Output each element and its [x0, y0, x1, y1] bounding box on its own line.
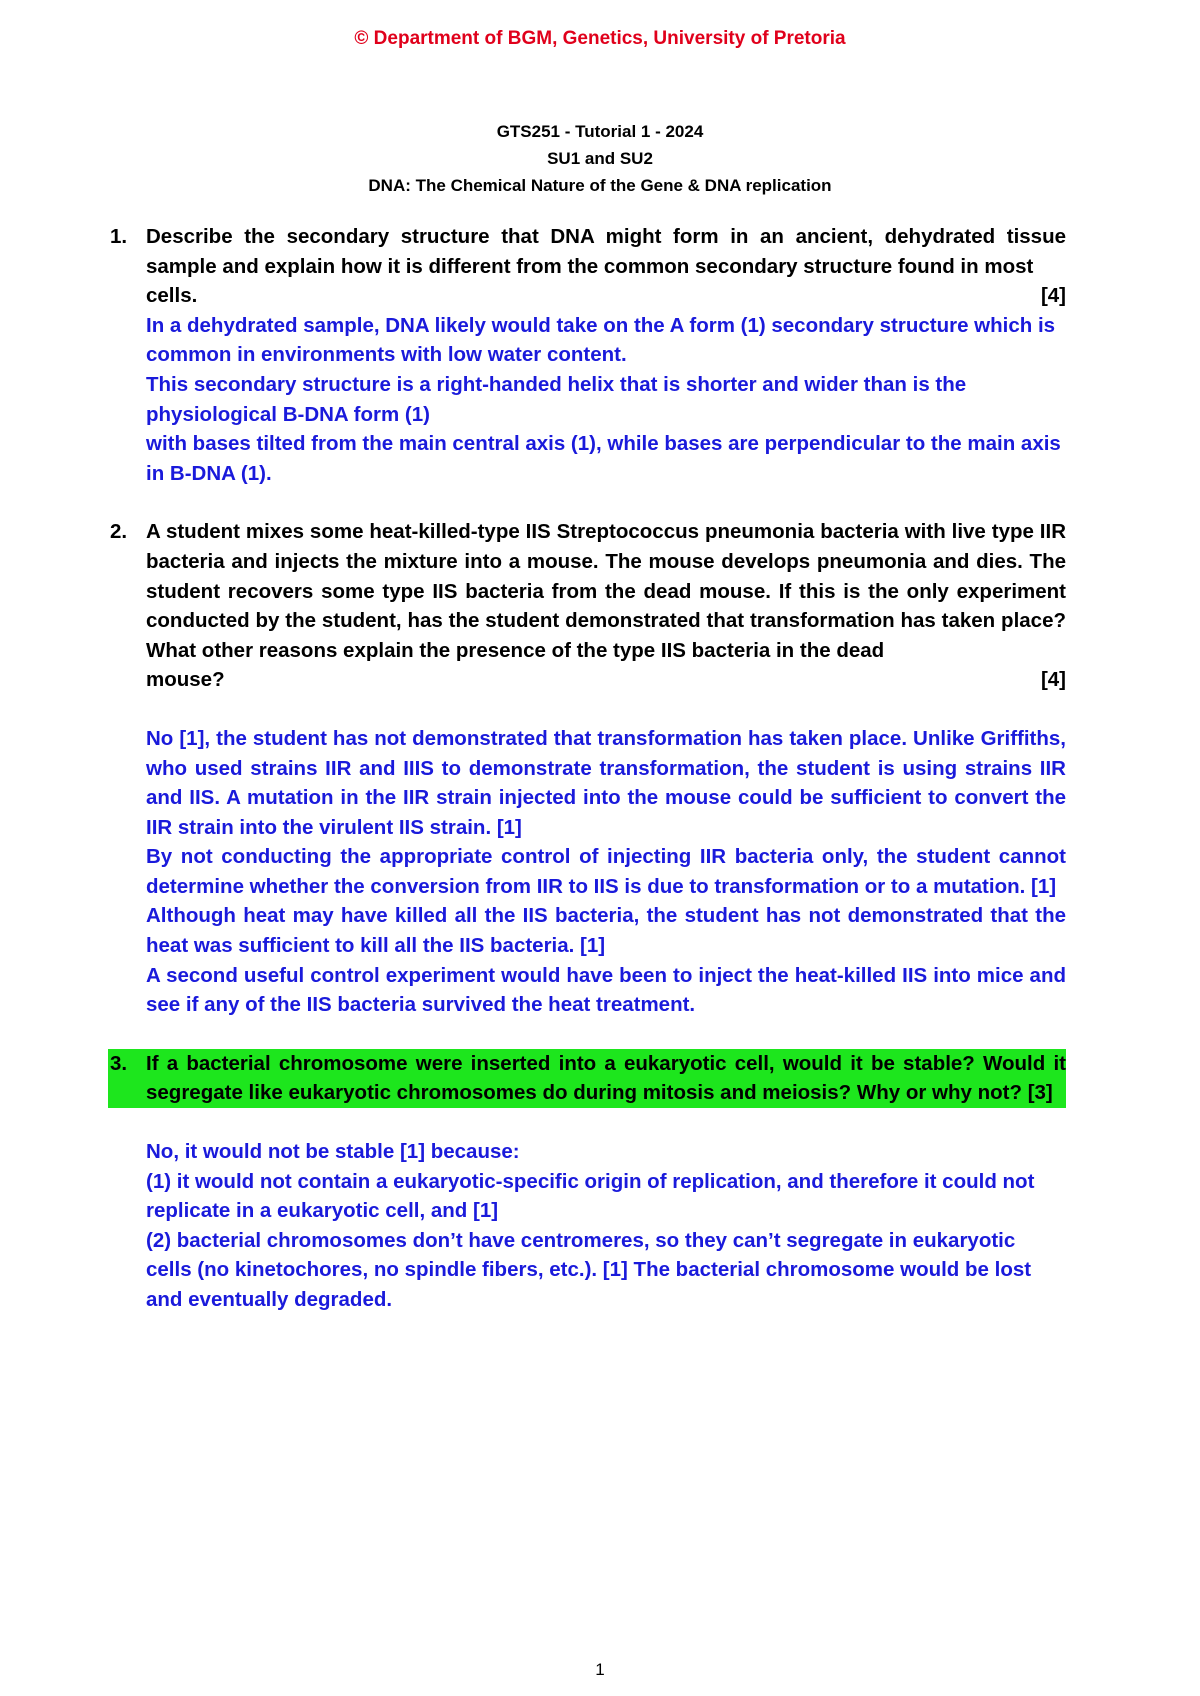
page-number: 1	[595, 1660, 605, 1679]
answer-2-para-3: Although heat may have killed all the IIS bacteria, the student has not demonstrated that the heat was sufficient to kill all the IIS bacteria. [1]	[146, 904, 1066, 958]
answer-2-para-4: A second useful control experiment would have been to inject the heat-killed IIS into mice and see if any of the IIS bacteria survived the heat treatment.	[146, 963, 1066, 1017]
question-2-text-end: mouse?	[146, 668, 225, 692]
question-3-highlighted	[108, 1049, 1066, 1108]
question-2-marks: [4]	[1040, 668, 1066, 692]
question-1-last-line	[146, 281, 1066, 311]
question-2-number: 2.	[110, 520, 128, 544]
answer-3-para-3: (2) bacterial chromosomes don’t have centromeres, so they can’t segregate in eukaryotic cells (no kinetochores, no spindle fibers, etc.). [1] The bacterial chromosome would be lost and eventually degraded.	[146, 1228, 1032, 1311]
answer-3-para-2: (1) it would not contain a eukaryotic-specific origin of replication, and therefore it could not replicate in a eukaryotic cell, and [1]	[146, 1169, 1035, 1223]
answer-1-para-2: This secondary structure is a right-handed helix that is shorter and wider than is the physiological B-DNA form (1)	[146, 372, 967, 426]
question-1-block	[110, 222, 1066, 488]
question-3-text: If a bacterial chromosome were inserted into a eukaryotic cell, would it be stable? Would it segregate like eukaryotic chromosomes do during mitosis and meiosis? Why or why not? [3]	[146, 1051, 1066, 1105]
study-units: SU1 and SU2	[547, 149, 653, 168]
question-1	[110, 222, 1066, 311]
answer-3	[146, 1137, 1066, 1315]
answer-2-para-2: By not conducting the appropriate control of injecting IIR bacteria only, the student cannot determine whether the conversion from IIR to IIS is due to transformation or to a mutation. [1]	[146, 845, 1066, 898]
answer-3-para-1: No, it would not be stable [1] because:	[146, 1140, 520, 1164]
question-3-number: 3.	[110, 1051, 128, 1075]
answer-1	[146, 311, 1066, 489]
question-1-text-end: cells.	[146, 284, 198, 308]
answer-1-para-1: In a dehydrated sample, DNA likely would take on the A form (1) secondary structure which is common in environments with low water content.	[146, 313, 1056, 367]
question-1-marks: [4]	[1040, 284, 1066, 308]
topic-title: DNA: The Chemical Nature of the Gene & DNA replication	[368, 176, 832, 195]
question-2	[110, 517, 1066, 695]
answer-1-para-3: with bases tilted from the main central axis (1), while bases are perpendicular to the main axis in B-DNA (1).	[146, 432, 1061, 485]
answer-2	[146, 724, 1066, 1020]
question-1-text: Describe the secondary structure that DNA might form in an ancient, dehydrated tissue sample and explain how it is different from the common secondary structure found in most	[146, 225, 1066, 278]
question-2-last-line	[146, 665, 1066, 695]
question-1-number: 1.	[110, 225, 128, 248]
document-body	[110, 222, 1066, 1344]
title-block	[0, 118, 1200, 199]
course-title: GTS251 - Tutorial 1 - 2024	[496, 122, 704, 141]
answer-2-para-1: No [1], the student has not demonstrated that transformation has taken place. Unlike Griffiths, who used strains IIR and IIIS to demonstrate transformation, the student is using strains IIR and IIS. A mutation in the IIR strain injected into the mouse could be sufficient to convert the IIR strain into the virulent IIS strain. [1]	[146, 726, 1066, 839]
question-3-block	[110, 1049, 1066, 1315]
question-2-text: A student mixes some heat-killed-type IIS Streptococcus pneumonia bacteria with live type IIR bacteria and injects the mixture into a mouse. The mouse develops pneumonia and dies. The student recovers some type IIS bacteria from the dead mouse. If this is the only experiment conducted by the student, has the student demonstrated that transformation has taken place? What other reasons explain the presence of the type IIS bacteria in the dead	[146, 520, 1066, 662]
question-2-block	[110, 517, 1066, 1020]
copyright-header: © Department of BGM, Genetics, University of Pretoria	[354, 28, 846, 49]
